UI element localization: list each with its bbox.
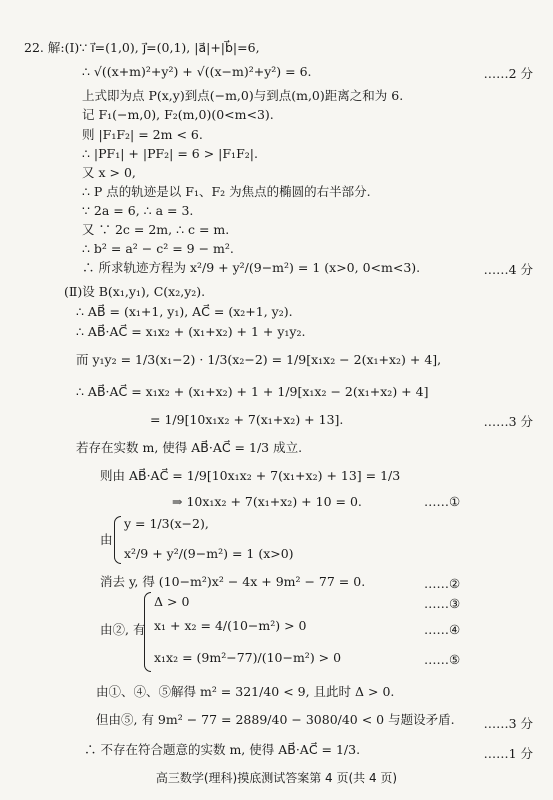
line-21: ⇒ 10x₁x₂ + 7(x₁+x₂) + 10 = 0. <box>172 494 362 509</box>
mark-2: ……② <box>424 576 461 591</box>
line-27: 由②, 有 <box>100 622 146 637</box>
line-1: 22. 解:(Ⅰ)∵ i⃗=(1,0), j⃗=(0,1), |a⃗|+|b⃗|=6, <box>24 40 260 55</box>
mark-4: ……④ <box>424 622 461 637</box>
line-6: ∴ |PF₁| + |PF₂| = 6 > |F₁F₂|. <box>82 146 258 161</box>
line-29: x₁x₂ = (9m²−77)/(10−m²) > 0 <box>154 650 342 665</box>
line-19: 若存在实数 m, 使得 AB⃗·AC⃗ = 1/3 成立. <box>76 440 303 455</box>
line-9: ∵ 2a = 6, ∴ a = 3. <box>82 203 194 218</box>
line-20: 则由 AB⃗·AC⃗ = 1/9[10x₁x₂ + 7(x₁+x₂) + 13] = 1/3 <box>100 468 401 483</box>
score-5: ……1 分 <box>483 746 533 761</box>
line-5: 则 |F₁F₂| = 2m < 6. <box>82 127 203 142</box>
score-4: ……3 分 <box>483 716 533 731</box>
mark-3: ……③ <box>424 596 461 611</box>
score-3: ……3 分 <box>483 414 533 429</box>
line-16: 而 y₁y₂ = 1/3(x₁−2) · 1/3(x₂−2) = 1/9[x₁x₂ − 2(x₁+x₂) + 4], <box>76 352 442 367</box>
line-30: 由①、④、⑤解得 m² = 321/40 < 9, 且此时 Δ > 0. <box>96 684 395 699</box>
system-brace-1 <box>114 516 121 564</box>
mark-5: ……⑤ <box>424 652 461 667</box>
line-26: Δ > 0 <box>154 594 190 609</box>
line-4: 记 F₁(−m,0), F₂(m,0)(0<m<3). <box>82 107 274 122</box>
line-15: ∴ AB⃗·AC⃗ = x₁x₂ + (x₁+x₂) + 1 + y₁y₂. <box>76 324 306 339</box>
line-22: y = 1/3(x−2), <box>124 516 209 531</box>
line-8: ∴ P 点的轨迹是以 F₁、F₂ 为焦点的椭圆的右半部分. <box>82 184 371 199</box>
line-32: ∴ 不存在符合题意的实数 m, 使得 AB⃗·AC⃗ = 1/3. <box>84 742 361 757</box>
line-2: ∴ √((x+m)²+y²) + √((x−m)²+y²) = 6. <box>82 64 312 79</box>
line-24: x²/9 + y²/(9−m²) = 1 (x>0) <box>124 546 294 561</box>
line-17: ∴ AB⃗·AC⃗ = x₁x₂ + (x₁+x₂) + 1 + 1/9[x₁x₂ − 2(x₁+x₂) + 4] <box>76 384 429 399</box>
line-23: 由 <box>100 532 113 547</box>
page-footer: 高三数学(理科)摸底测试答案第 4 页(共 4 页) <box>155 771 398 785</box>
mark-1: ……① <box>424 494 461 509</box>
line-31: 但由⑤, 有 9m² − 77 = 2889/40 − 3080/40 < 0 与题设矛盾. <box>96 712 455 727</box>
score-2: ……4 分 <box>483 262 533 277</box>
line-3: 上式即为点 P(x,y)到点(−m,0)与到点(m,0)距离之和为 6. <box>82 88 404 103</box>
line-12: ∴ 所求轨迹方程为 x²/9 + y²/(9−m²) = 1 (x>0, 0<m<3). <box>82 260 421 275</box>
score-1: ……2 分 <box>483 66 533 81</box>
line-14: ∴ AB⃗ = (x₁+1, y₁), AC⃗ = (x₂+1, y₂). <box>76 304 293 319</box>
line-11: ∴ b² = a² − c² = 9 − m². <box>82 241 234 256</box>
line-13: (Ⅱ)设 B(x₁,y₁), C(x₂,y₂). <box>64 284 206 299</box>
line-10: 又 ∵ 2c = 2m, ∴ c = m. <box>82 222 230 237</box>
line-25: 消去 y, 得 (10−m²)x² − 4x + 9m² − 77 = 0. <box>100 574 366 589</box>
line-7: 又 x > 0, <box>82 165 136 180</box>
line-28: x₁ + x₂ = 4/(10−m²) > 0 <box>154 618 307 633</box>
line-18: = 1/9[10x₁x₂ + 7(x₁+x₂) + 13]. <box>150 412 344 427</box>
